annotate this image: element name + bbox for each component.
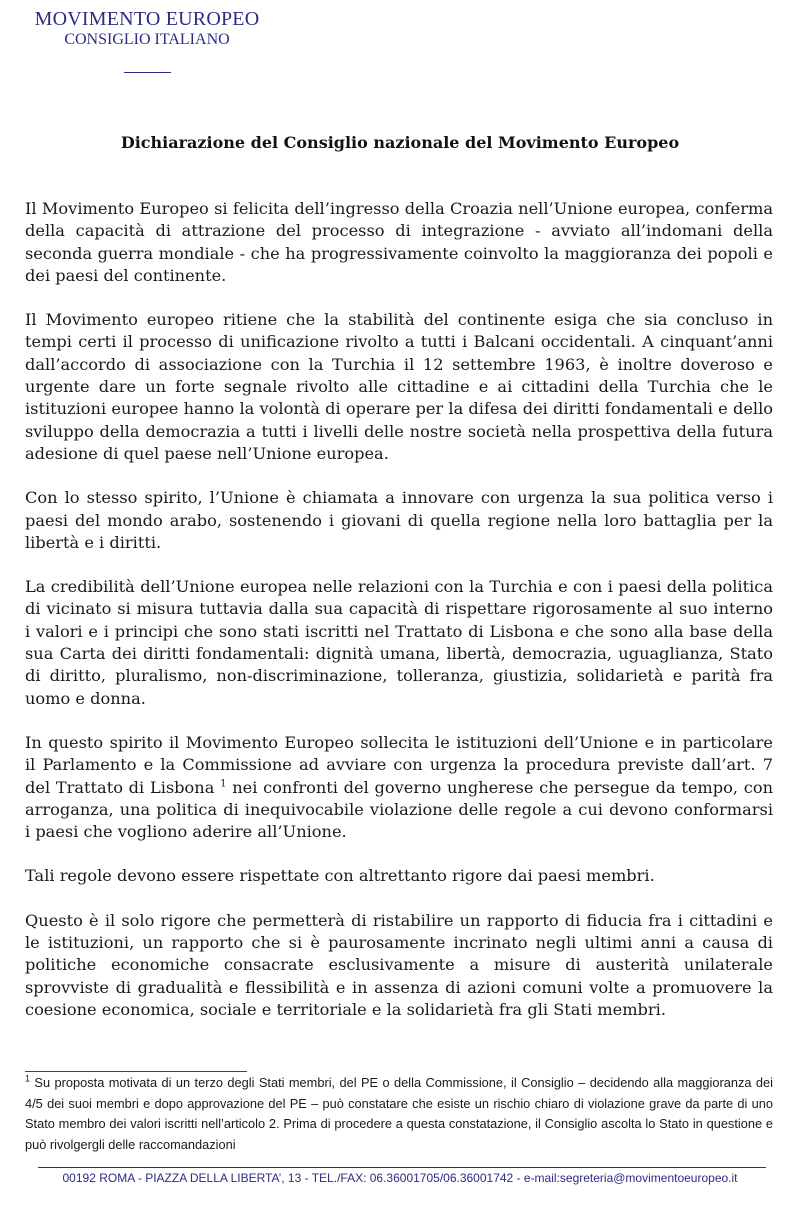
footnote-text: Su proposta motivata di un terzo degli Stati membri, del PE o della Commissione, il Consiglio – decidendo alla maggioranza dei 4/5 dei suoi membri e dopo approvazione del PE – può constatare che esiste un rischio chiaro di violazione grave da parte di uno Stato membro dei valori iscritti nell’articolo 2. Prima di procedere a questa constatazione, il Consiglio ascolta lo Stato in questione e può rivolgergli delle raccomandazioni: [25, 1075, 773, 1152]
paragraph: Il Movimento europeo ritiene che la stabilità del continente esiga che sia concluso in tempi certi il processo di unificazione rivolto a tutti i Balcani occidentali. A cinquant’anni dall’accordo di associazione con la Turchia il 12 settembre 1963, è inoltre doveroso e urgente dare un forte segnale rivolto alle cittadine e ai cittadini della Turchia che le istituzioni europee hanno la volontà di operare per la difesa dei diritti fondamentali e dello sviluppo della democrazia a tutti i livelli delle nostre società nella prospettiva della futura adesione di quel paese nell’Unione europea.: [25, 310, 773, 463]
footnote-reference[interactable]: 1: [220, 778, 227, 790]
letterhead: [22, 8, 272, 50]
organization-subtitle: CONSIGLIO ITALIANO: [64, 31, 230, 48]
paragraph: Tali regole devono essere rispettate con altrettanto rigore dai paesi membri.: [25, 866, 655, 886]
paragraph: Questo è il solo rigore che permetterà di ristabilire un rapporto di fiducia fra i cittadini e le istituzioni, un rapporto che si è paurosamente incrinato negli ultimi anni a causa di politiche economiche consacrate esclusivamente a misure di austerità unilaterale sprovviste di gradualità e flessibilità e in assenza di azioni comuni volte a promuovere la coesione economica, sociale e territoriale e la solidarietà fra gli Stati membri.: [25, 910, 773, 1019]
footer-address: 00192 ROMA - PIAZZA DELLA LIBERTA’, 13 - TEL./FAX: 06.36001705/06.36001742 - e-mail:segreteria@movimentoeuropeo.it: [62, 1171, 738, 1185]
paragraph-text: nei confronti del governo ungherese che persegue da tempo, con arroganza, una politica di inequivocabile violazione delle regole a cui devono conformarsi i paesi che vogliono aderire all’Unione.: [25, 777, 773, 842]
paragraph: Il Movimento Europeo si felicita dell’ingresso della Croazia nell’Unione europea, conferma della capacità di attrazione del processo di integrazione - avviato all’indomani della seconda guerra mondiale - che ha progressivamente coinvolto la maggioranza dei popoli e dei paesi del continente.: [25, 199, 773, 285]
footnote-number: 1: [25, 1073, 31, 1084]
letterhead-divider: [124, 72, 171, 73]
paragraph-text: In questo spirito il Movimento Europeo sollecita le istituzioni dell’Unione e in particolare il Parlamento e la Commissione ad avviare con urgenza la procedura previste dall’art. 7 del Trattato di Lisbona: [25, 732, 773, 797]
organization-name: MOVIMENTO EUROPEO: [34, 8, 260, 30]
footnote: [25, 1073, 773, 1155]
paragraph: [25, 732, 773, 843]
document-title: Dichiarazione del Consiglio nazionale del Movimento Europeo: [120, 133, 680, 152]
paragraph: Con lo stesso spirito, l’Unione è chiamata a innovare con urgenza la sua politica verso i paesi del mondo arabo, sostenendo i giovani di quella regione nella loro battaglia per la libertà e i diritti.: [25, 488, 773, 552]
footer-divider: [38, 1167, 766, 1168]
document-body: [25, 198, 773, 1043]
footnote-divider: [25, 1071, 247, 1072]
paragraph: La credibilità dell’Unione europea nelle relazioni con la Turchia e con i paesi della politica di vicinato si misura tuttavia dalla sua capacità di rispettare rigorosamente al suo interno i valori e i principi che sono stati iscritti nel Trattato di Lisbona e che sono alla base della sua Carta dei diritti fondamentali: dignità umana, libertà, democrazia, uguaglianza, Stato di diritto, pluralismo, non-discriminazione, tolleranza, giustizia, solidarietà e parità fra uomo e donna.: [25, 577, 773, 708]
